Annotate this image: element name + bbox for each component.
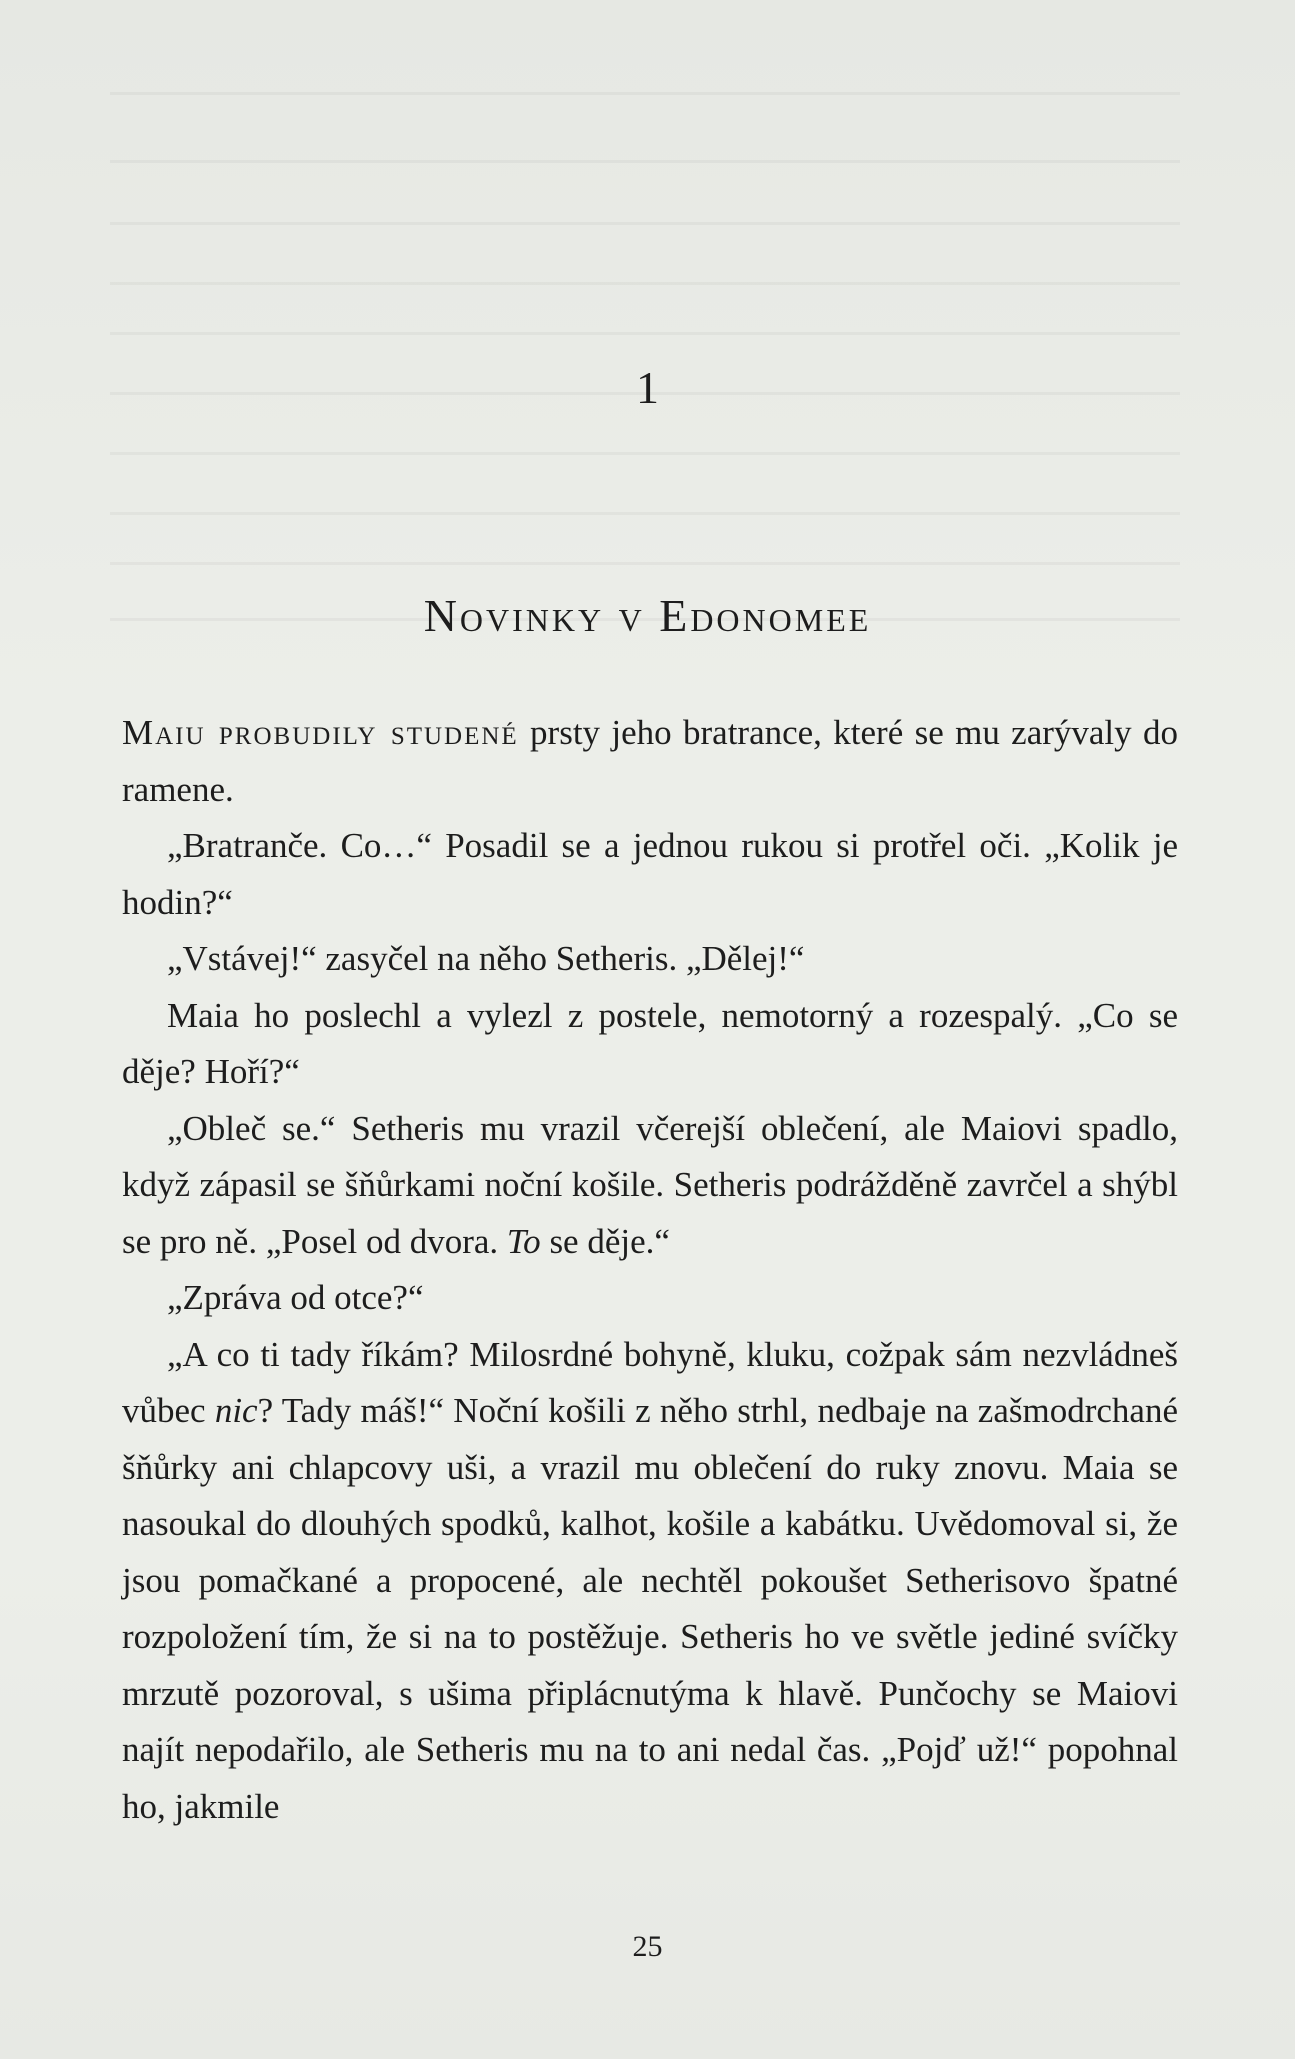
paragraph (122, 988, 1178, 1101)
bleed-through-line (110, 92, 1180, 95)
paragraph-text: „Vstávej!“ zasyčel na něho Setheris. „Dělej!“ (167, 939, 805, 978)
paragraph-text: „Obleč se.“ Setheris mu vrazil včerejší oblečení, ale Maiovi spadlo, když zápasil se šňůrkami noční košile. Setheris podrážděně zavrčel a shýbl se pro ně. „Posel od dvora. (122, 1108, 1178, 1261)
bleed-through-line (110, 562, 1180, 565)
chapter-title: Novinky v Edonomee (423, 590, 872, 641)
paragraph-lead-in: Maiu probudily studené (122, 713, 519, 752)
bleed-through-line (110, 332, 1180, 335)
paragraph (122, 818, 1178, 931)
bleed-through-line (110, 512, 1180, 515)
paragraph-text: „A co ti tady říkám? Milosrdné bohyně, kluku, cožpak sám nezvládneš vůbec (122, 1334, 1178, 1430)
emphasis-text: nic (214, 1391, 258, 1430)
bleed-through-line (110, 282, 1180, 285)
paragraph-text: ? Tady máš!“ Noční košili z něho strhl, nedbaje na zašmodrchané šňůrky ani chlapcovy uši, a vrazil mu oblečení do ruky znovu. Maia se nasoukal do dlouhých spodků, kalhot, košile a kabátku. Uvědomoval si, že jsou pomačkané a propocené, ale nechtěl pokoušet Setherisovo špatné rozpoložení tím, že si na to postěžuje. Setheris ho ve světle jediné svíčky mrzutě pozoroval, s ušima připlácnutýma k hlavě. Punčochy se Maiovi najít nepodařilo, ale Setheris mu na to ani nedal čas. „Pojď už!“ popohnal ho, jakmile (122, 1391, 1178, 1826)
emphasis-text: To (506, 1221, 541, 1261)
paragraph (122, 1101, 1178, 1271)
bleed-through-line (110, 452, 1180, 455)
chapter-number: 1 (636, 362, 659, 413)
bleed-through-line (110, 160, 1180, 163)
paragraph-text: se děje.“ (540, 1221, 670, 1261)
paragraph-text: prsty jeho bratrance, které se mu zarývaly do ramene. (122, 713, 1178, 809)
page-number: 25 (632, 1930, 663, 1963)
paragraph (122, 931, 1178, 988)
paragraph-text: „Bratranče. Co…“ Posadil se a jednou rukou si protřel oči. „Kolik je hodin?“ (122, 826, 1178, 922)
paragraph (122, 705, 1178, 818)
paragraph (122, 1270, 1178, 1327)
paragraph-text: Maia ho poslechl a vylezl z postele, nemotorný a rozespalý. „Co se děje? Hoří?“ (122, 995, 1178, 1091)
chapter-body (122, 705, 1178, 1835)
bleed-through-line (110, 222, 1180, 225)
paragraph (122, 1327, 1178, 1836)
paragraph-text: „Zpráva od otce?“ (167, 1278, 424, 1317)
